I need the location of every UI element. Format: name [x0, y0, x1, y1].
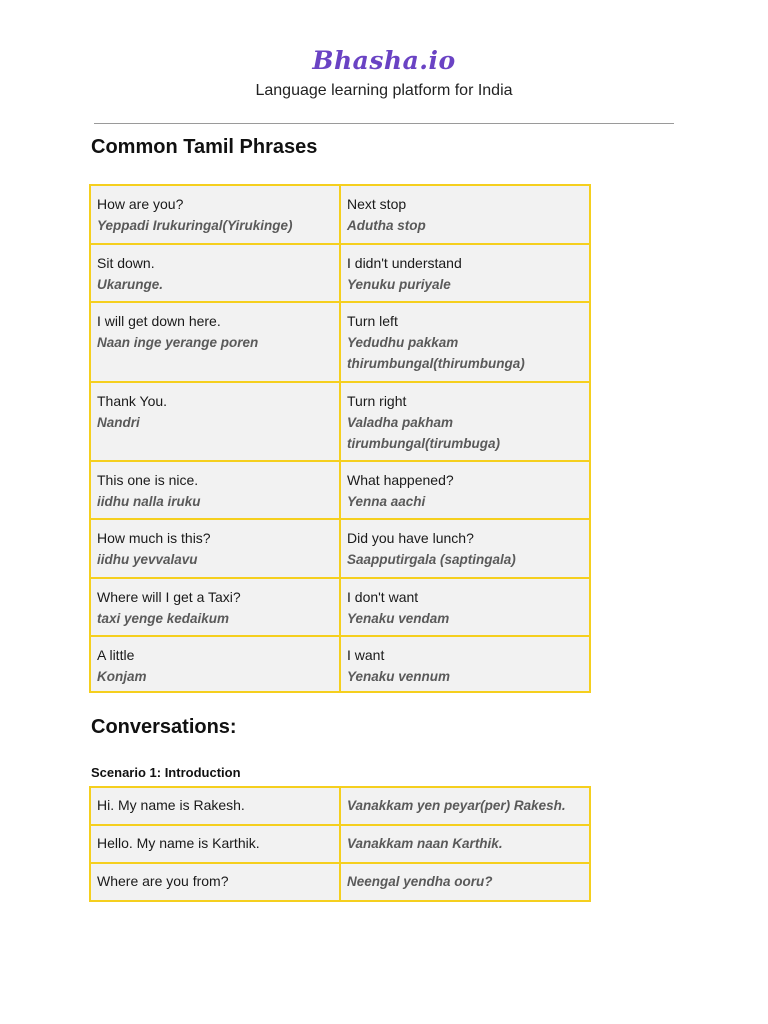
english-phrase: Turn left [347, 313, 398, 329]
conversation-table [89, 786, 591, 902]
tamil-phrase: iidhu yevvalavu [97, 552, 198, 567]
phrase-cell [340, 185, 590, 244]
phrase-cell [90, 578, 340, 636]
phrase-cell [90, 244, 340, 302]
phrase-cell [90, 382, 340, 461]
tamil-line: Vanakkam yen peyar(per) Rakesh. [340, 787, 590, 825]
tamil-phrase: Yedudhu pakkam thirumbungal(thirumbunga) [347, 335, 525, 371]
tamil-phrase: Yenuku puriyale [347, 277, 451, 292]
english-phrase: How much is this? [97, 530, 211, 546]
english-line: Hi. My name is Rakesh. [90, 787, 340, 825]
tamil-phrase: Yenaku vendam [347, 611, 450, 626]
phrases-heading: Common Tamil Phrases [91, 136, 318, 158]
phrase-cell [90, 302, 340, 382]
tamil-phrase: Yeppadi Irukuringal(Yirukinge) [97, 218, 293, 233]
bhasha-logo: Bhasha.io [312, 46, 456, 75]
english-phrase: A little [97, 647, 135, 663]
phrase-row [90, 382, 590, 461]
phrase-row [90, 578, 590, 636]
tamil-phrase: Yenaku vennum [347, 669, 451, 684]
conversation-row [90, 825, 590, 863]
conversation-row [90, 863, 590, 901]
english-phrase: I didn't understand [347, 255, 462, 271]
conversations-heading: Conversations: [91, 716, 237, 738]
english-phrase: Thank You. [97, 393, 168, 409]
phrase-cell [340, 578, 590, 636]
tamil-phrase: Ukarunge. [97, 277, 164, 292]
tamil-line: Neengal yendha ooru? [340, 863, 590, 901]
phrase-cell [340, 244, 590, 302]
page-header [0, 44, 768, 101]
tamil-phrase: Adutha stop [347, 218, 426, 233]
phrase-cell [90, 636, 340, 692]
phrase-cell [90, 185, 340, 244]
phrase-cell [340, 519, 590, 578]
phrases-table [89, 184, 591, 693]
tamil-phrase: Yenna aachi [347, 494, 426, 509]
scenario-title: Scenario 1: Introduction [91, 765, 241, 780]
tamil-phrase: taxi yenge kedaikum [97, 611, 230, 626]
tamil-line: Vanakkam naan Karthik. [340, 825, 590, 863]
tamil-phrase: iidhu nalla iruku [97, 494, 201, 509]
english-phrase: Did you have lunch? [347, 530, 474, 546]
english-phrase: Next stop [347, 196, 407, 212]
phrase-row [90, 636, 590, 692]
english-line: Where are you from? [90, 863, 340, 901]
phrase-cell [90, 461, 340, 519]
conversation-row [90, 787, 590, 825]
phrase-row [90, 244, 590, 302]
english-phrase: What happened? [347, 472, 454, 488]
english-phrase: Turn right [347, 393, 407, 409]
english-phrase: Sit down. [97, 255, 155, 271]
tamil-phrase: Naan inge yerange poren [97, 335, 259, 350]
phrase-row [90, 185, 590, 244]
tamil-phrase: Valadha pakham tirumbungal(tirumbuga) [347, 415, 500, 451]
english-phrase: I want [347, 647, 385, 663]
english-phrase: How are you? [97, 196, 184, 212]
english-phrase: Where will I get a Taxi? [97, 589, 241, 605]
tamil-phrase: Konjam [97, 669, 147, 684]
phrase-row [90, 461, 590, 519]
phrase-row [90, 302, 590, 382]
phrase-cell [90, 519, 340, 578]
tagline: Language learning platform for India [255, 82, 513, 99]
english-phrase: I don't want [347, 589, 419, 605]
phrase-row [90, 519, 590, 578]
english-phrase: This one is nice. [97, 472, 199, 488]
english-line: Hello. My name is Karthik. [90, 825, 340, 863]
tamil-phrase: Nandri [97, 415, 140, 430]
header-divider [94, 123, 674, 124]
phrase-cell [340, 382, 590, 461]
phrase-cell [340, 636, 590, 692]
phrase-cell [340, 302, 590, 382]
tamil-phrase: Saapputirgala (saptingala) [347, 552, 516, 567]
phrase-cell [340, 461, 590, 519]
english-phrase: I will get down here. [97, 313, 221, 329]
